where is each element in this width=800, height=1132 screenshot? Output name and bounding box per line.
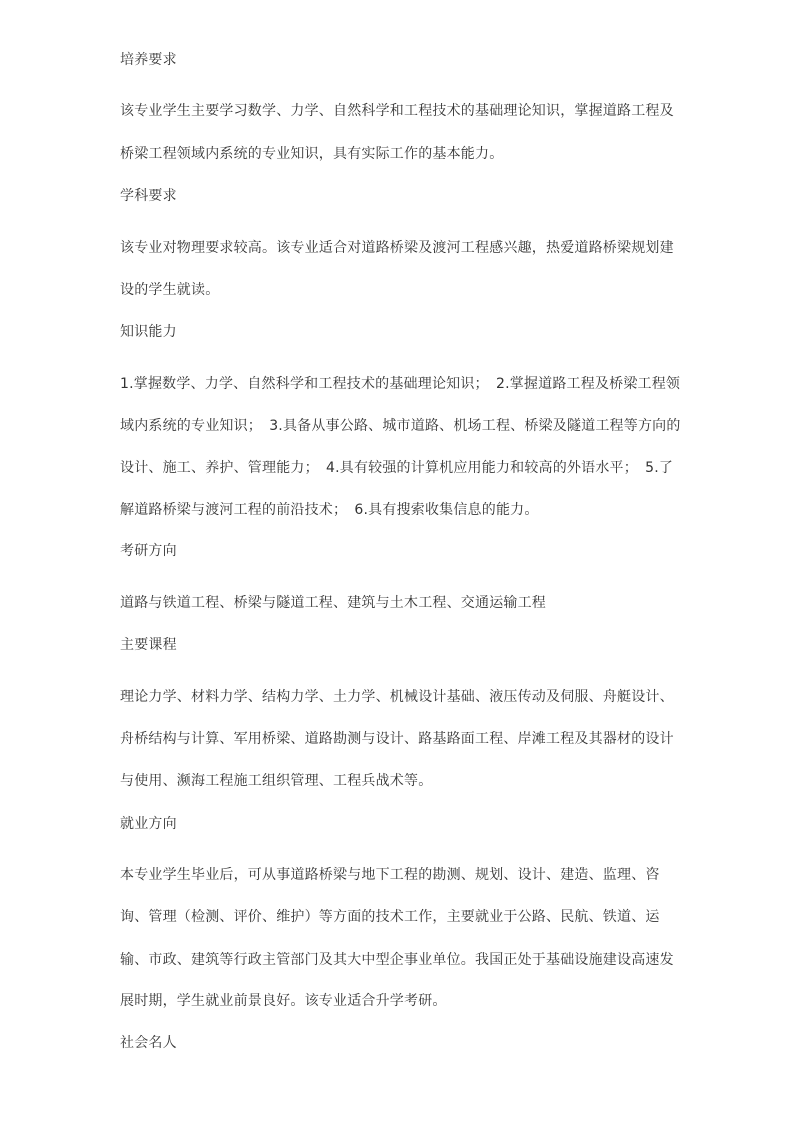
paragraph-line: 询、管理（检测、评价、维护）等方面的技术工作，主要就业于公路、民航、铁道、运 [120,909,660,925]
paragraph-line: 理论力学、材料力学、结构力学、土力学、机械设计基础、液压传动及伺服、舟艇设计、 [120,689,674,705]
paragraph-line: 1.掌握数学、力学、自然科学和工程技术的基础理论知识； 2.掌握道路工程及桥梁工程领 [120,376,681,392]
section-heading-knowledge-ability: 知识能力 [120,324,177,340]
paragraph-line: 该专业学生主要学习数学、力学、自然科学和工程技术的基础理论知识，掌握道路工程及 [120,103,674,119]
section-heading-main-courses: 主要课程 [120,637,177,653]
paragraph-line: 解道路桥梁与渡河工程的前沿技术； 6.具有搜索收集信息的能力。 [120,502,539,518]
section-heading-notable-people: 社会名人 [120,1035,177,1051]
paragraph-line: 该专业对物理要求较高。该专业适合对道路桥梁及渡河工程感兴趣，热爱道路桥梁规划建 [120,240,674,256]
paragraph-line: 桥梁工程领域内系统的专业知识，具有实际工作的基本能力。 [120,146,504,162]
section-heading-subject-requirements: 学科要求 [120,188,177,204]
paragraph-line: 展时期，学生就业前景良好。该专业适合升学考研。 [120,993,447,1009]
section-heading-employment-direction: 就业方向 [120,816,177,832]
paragraph-line: 输、市政、建筑等行政主管部门及其大中型企事业单位。我国正处于基础设施建设高速发 [120,952,674,968]
paragraph-line: 舟桥结构与计算、军用桥梁、道路勘测与设计、路基路面工程、岸滩工程及其器材的设计 [120,731,674,747]
section-heading-training-requirements: 培养要求 [120,52,177,68]
paragraph-line: 道路与铁道工程、桥梁与隧道工程、建筑与土木工程、交通运输工程 [120,595,546,611]
paragraph-line: 设的学生就读。 [120,282,220,298]
paragraph-line: 本专业学生毕业后，可从事道路桥梁与地下工程的勘测、规划、设计、建造、监理、咨 [120,867,660,883]
paragraph-line: 设计、施工、养护、管理能力； 4.具有较强的计算机应用能力和较高的外语水平； 5.了 [120,460,674,476]
paragraph-line: 域内系统的专业知识； 3.具备从事公路、城市道路、机场工程、桥梁及隧道工程等方向的 [120,418,681,434]
section-heading-postgraduate-direction: 考研方向 [120,543,177,559]
paragraph-line: 与使用、濒海工程施工组织管理、工程兵战术等。 [120,773,433,789]
